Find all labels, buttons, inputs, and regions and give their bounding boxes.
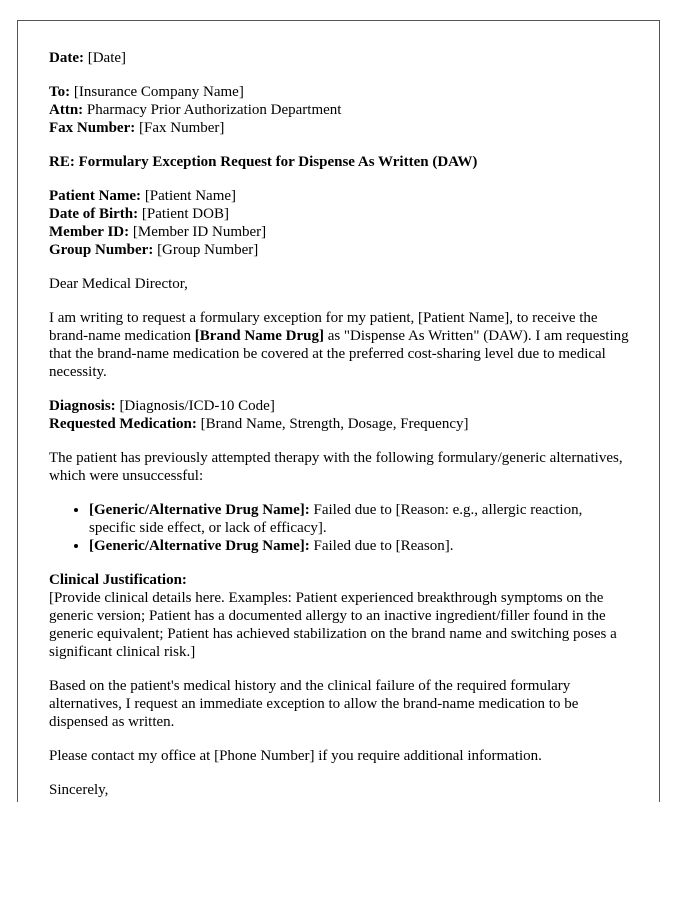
closing: Sincerely,: [49, 782, 109, 798]
member-id-label: Member ID:: [49, 224, 130, 240]
requested-medication-label: Requested Medication:: [49, 416, 197, 432]
to-line: [49, 83, 629, 101]
failed-drug-name: [Generic/Alternative Drug Name]:: [89, 538, 310, 554]
member-id-value: [Member ID Number]: [129, 224, 267, 240]
member-id-line: [49, 223, 629, 241]
failed-drug-name: [Generic/Alternative Drug Name]:: [89, 502, 310, 518]
dob-line: [49, 205, 629, 223]
justification-text: [Provide clinical details here. Examples: Patient experienced breakthrough symptoms on the generic version; Patient has a documented allergy to an inactive ingredient/filler found in the generic equivalent; Patient has achieved stabilization on the brand name and switching poses a significant clinical risk.]: [49, 590, 617, 660]
justification-block: [49, 571, 629, 661]
salutation: Dear Medical Director,: [49, 276, 188, 292]
diagnosis-block: [49, 397, 629, 433]
diagnosis-value: [Diagnosis/ICD-10 Code]: [115, 398, 275, 414]
history-intro: The patient has previously attempted therapy with the following formulary/generic alternatives, which were unsuccessful:: [49, 450, 623, 484]
failed-drug-reason: Failed due to [Reason].: [309, 538, 454, 554]
list-item: [89, 501, 629, 537]
diagnosis-label: Diagnosis:: [49, 398, 116, 414]
justification-label: Clinical Justification:: [49, 572, 187, 588]
date-label: Date:: [49, 50, 84, 66]
date-line: [49, 49, 629, 67]
group-number-label: Group Number:: [49, 242, 154, 258]
diagnosis-line: [49, 397, 629, 415]
requested-medication-value: [Brand Name, Strength, Dosage, Frequency]: [196, 416, 469, 432]
group-number-line: [49, 241, 629, 259]
patient-block: [49, 187, 629, 259]
attn-label: Attn:: [49, 102, 84, 118]
intro-paragraph: [49, 309, 629, 381]
fax-line: [49, 119, 629, 137]
intro-text-2: as "Dispense As Written" (DAW). I am requesting that the brand-name medication be covered at the preferred cost-sharing level due to medical necessity.: [49, 328, 629, 380]
patient-name-label: Patient Name:: [49, 188, 142, 204]
dob-value: [Patient DOB]: [138, 206, 229, 222]
letter-page: [17, 20, 660, 802]
date-value: [Date]: [83, 50, 127, 66]
request-paragraph: Based on the patient's medical history and the clinical failure of the required formulary alternatives, I request an immediate exception to allow the brand-name medication to be dispensed as written.: [49, 678, 579, 730]
dob-label: Date of Birth:: [49, 206, 139, 222]
fax-label: Fax Number:: [49, 120, 136, 136]
intro-text-1: I am writing to request a formulary exception for my patient, [Patient Name], to receive the brand-name medication: [49, 310, 598, 344]
group-number-value: [Group Number]: [153, 242, 259, 258]
contact-paragraph: Please contact my office at [Phone Number] if you require additional information.: [49, 748, 542, 764]
failed-drugs-list: [49, 501, 629, 555]
subject-line: [49, 153, 629, 171]
failed-drug-reason: Failed due to [Reason: e.g., allergic reaction, specific side effect, or lack of efficacy].: [89, 502, 583, 536]
to-value: [Insurance Company Name]: [70, 84, 244, 100]
to-label: To:: [49, 84, 71, 100]
patient-name-line: [49, 187, 629, 205]
patient-name-value: [Patient Name]: [141, 188, 237, 204]
intro-drug: [Brand Name Drug]: [194, 328, 324, 344]
fax-value: [Fax Number]: [135, 120, 225, 136]
attn-line: [49, 101, 629, 119]
requested-medication-line: [49, 415, 629, 433]
recipient-block: [49, 83, 629, 137]
attn-value: Pharmacy Prior Authorization Department: [83, 102, 342, 118]
list-item: [89, 537, 629, 555]
subject-text: RE: Formulary Exception Request for Dispense As Written (DAW): [49, 154, 478, 170]
